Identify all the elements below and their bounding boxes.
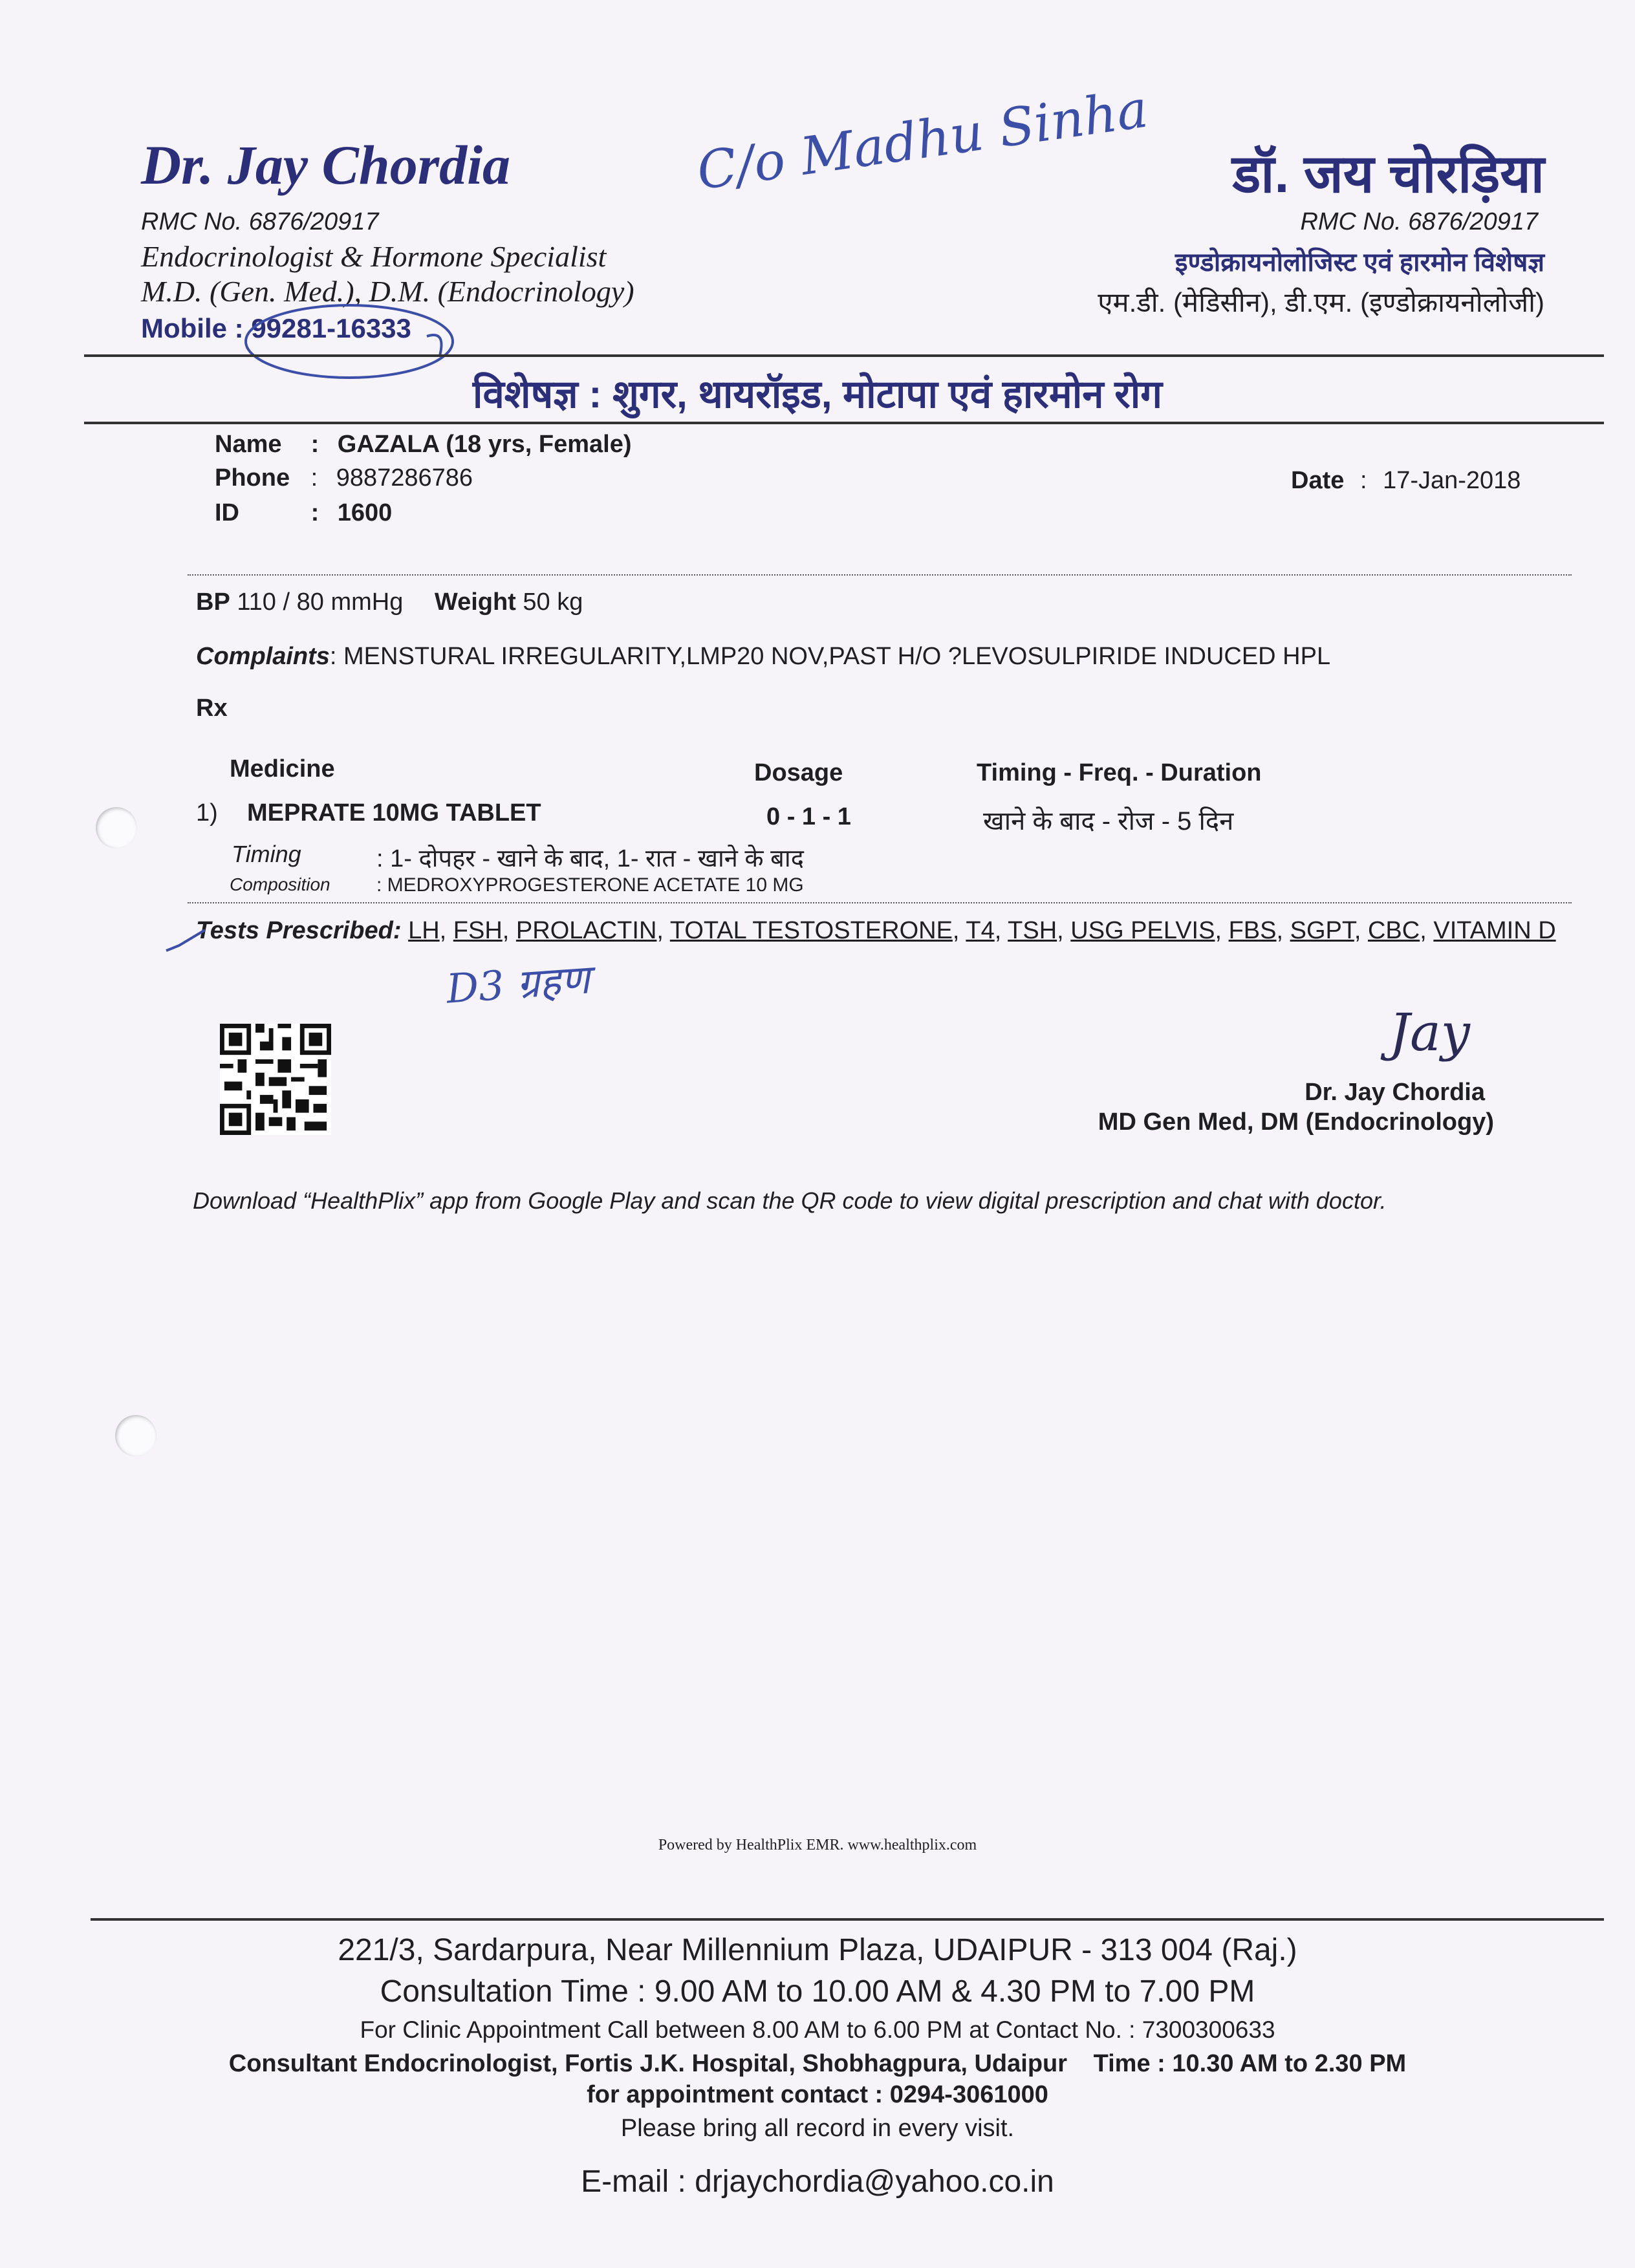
- qr-code[interactable]: [220, 1024, 331, 1135]
- handwritten-tests-note: D3 ग्रहण: [444, 955, 591, 1013]
- test-item: SGPT: [1290, 917, 1354, 944]
- test-item: LH: [408, 917, 440, 944]
- test-item: VITAMIN D: [1433, 917, 1556, 944]
- specialty-hi: इण्डोक्रायनोलोजिस्ट एवं हारमोन विशेषज्ञ: [1175, 248, 1544, 277]
- header-rule-top: [84, 354, 1604, 357]
- footer-appointment: For Clinic Appointment Call between 8.00 AM to 6.00 PM at Contact No. : 7300300633: [360, 2016, 1275, 2043]
- visit-date-row: Date : 17-Jan-2018: [1291, 467, 1521, 494]
- punch-hole-top: [96, 807, 137, 848]
- powered-by: Powered by HealthPlix EMR. www.healthplix.com: [658, 1837, 977, 1853]
- bp-value: 110 / 80 mmHg: [237, 589, 404, 616]
- rx-item-timing-label: Timing: [232, 841, 301, 867]
- specialty-en: Endocrinologist & Hormone Specialist: [141, 240, 607, 273]
- patient-phone-row: Phone : 9887286786: [215, 464, 473, 491]
- footer-consultation: Consultation Time : 9.00 AM to 10.00 AM & 4.30 PM to 7.00 PM: [380, 1974, 1255, 2009]
- complaints-label: Complaints: [196, 643, 330, 670]
- test-item: CBC: [1367, 917, 1420, 944]
- patient-name: GAZALA (18 yrs, Female): [337, 431, 632, 458]
- degree-hi: एम.डी. (मेडिसीन), डी.एम. (इण्डोक्रायनोलोजी): [1098, 287, 1544, 318]
- signature-name: Dr. Jay Chordia: [1305, 1079, 1485, 1106]
- weight-label: Weight: [434, 589, 516, 616]
- rmc-number-en: RMC No. 6876/20917: [141, 208, 379, 235]
- patient-name-label: Name: [215, 431, 282, 458]
- patient-phone: 9887286786: [336, 464, 473, 491]
- handwritten-top-note: C/o Madhu Sinha: [693, 78, 1152, 202]
- footer-email[interactable]: E-mail : drjaychordia@yahoo.co.in: [581, 2165, 1054, 2199]
- patient-name-row: Name : GAZALA (18 yrs, Female): [215, 431, 632, 458]
- fortis-text: Consultant Endocrinologist, Fortis J.K. Hospital, Shobhagpura, Udaipur: [228, 2050, 1068, 2077]
- rmc-number-hi: RMC No. 6876/20917: [1300, 208, 1538, 235]
- weight-value: 50 kg: [523, 589, 583, 616]
- medicine-header: Medicine: [230, 755, 335, 783]
- rx-item-composition: : MEDROXYPROGESTERONE ACETATE 10 MG: [376, 874, 804, 896]
- doctor-name-hi: डॉ. जय चोरड़िया: [1232, 145, 1544, 204]
- footer-rule: [91, 1918, 1604, 1921]
- vitals-row: [196, 589, 583, 616]
- patient-id-row: ID : 1600: [215, 499, 393, 526]
- footer-records: Please bring all record in every visit.: [620, 2115, 1015, 2142]
- patient-id-label: ID: [215, 499, 239, 526]
- test-item: FBS: [1228, 917, 1277, 944]
- test-item: PROLACTIN: [515, 917, 657, 944]
- test-item: TOTAL TESTOSTERONE: [669, 917, 953, 944]
- rx-label: Rx: [196, 695, 228, 722]
- mobile-label: Mobile :: [141, 313, 244, 343]
- complaints-text: MENSTURAL IRREGULARITY,LMP20 NOV,PAST H/O ?LEVOSULPIRIDE INDUCED HPL: [343, 643, 1331, 670]
- footer-fortis-contact: for appointment contact : 0294-3061000: [587, 2081, 1048, 2108]
- patient-id: 1600: [337, 499, 393, 526]
- visit-date: 17-Jan-2018: [1383, 467, 1521, 494]
- rx-item-timing-detail: : 1- दोपहर - खाने के बाद, 1- रात - खाने के बाद: [376, 845, 804, 872]
- rx-item-dosage: 0 - 1 - 1: [766, 803, 851, 830]
- handwritten-tick-mark: [163, 925, 208, 964]
- signature-degree: MD Gen Med, DM (Endocrinology): [1098, 1108, 1494, 1136]
- rx-item-name: MEPRATE 10MG TABLET: [247, 799, 541, 826]
- rx-item-timing-freq: खाने के बाद - रोज - 5 दिन: [983, 807, 1234, 836]
- complaints-row: Complaints: MENSTURAL IRREGULARITY,LMP20 NOV,PAST H/O ?LEVOSULPIRIDE INDUCED HPL: [196, 643, 1331, 670]
- patient-info-divider: [188, 574, 1572, 576]
- footer-fortis: [0, 2050, 1635, 2078]
- test-item: T4: [966, 917, 995, 944]
- patient-phone-label: Phone: [215, 464, 290, 491]
- download-note: Download “HealthPlix” app from Google Play and scan the QR code to view digital prescription and chat with doctor.: [193, 1187, 1387, 1214]
- bp-label: BP: [196, 589, 230, 616]
- rx-divider: [188, 902, 1572, 903]
- timing-header: Timing - Freq. - Duration: [977, 759, 1262, 786]
- fortis-time: Time : 10.30 AM to 2.30 PM: [1093, 2050, 1407, 2077]
- dosage-header: Dosage: [754, 759, 843, 786]
- doctor-name-en: Dr. Jay Chordia: [141, 134, 511, 196]
- mobile-number: 99281-16333: [251, 313, 411, 343]
- header-rule-bottom: [84, 422, 1604, 424]
- degree-en: M.D. (Gen. Med.), D.M. (Endocrinology): [141, 275, 634, 308]
- footer-address: 221/3, Sardarpura, Near Millennium Plaza, UDAIPUR - 313 004 (Raj.): [338, 1933, 1297, 1967]
- test-item: FSH: [453, 917, 503, 944]
- signature-scribble: Jay: [1389, 1002, 1470, 1063]
- rx-item-composition-label: Composition: [230, 874, 330, 894]
- tests-prescribed: Tests Prescribed: LH, FSH, PROLACTIN, TOTAL TESTOSTERONE, T4, TSH, USG PELVIS, FBS, SGPT, CBC, VITAMIN D: [196, 917, 1556, 944]
- visit-date-label: Date: [1291, 467, 1345, 494]
- specialty-banner: विशेषज्ञ : शुगर, थायरॉइड, मोटापा एवं हारमोन रोग: [472, 373, 1163, 416]
- rx-item-number: 1): [196, 799, 218, 826]
- test-item: USG PELVIS: [1070, 917, 1215, 944]
- tests-label: Tests Prescribed:: [196, 917, 402, 944]
- punch-hole-bottom: [115, 1415, 157, 1456]
- test-item: TSH: [1008, 917, 1057, 944]
